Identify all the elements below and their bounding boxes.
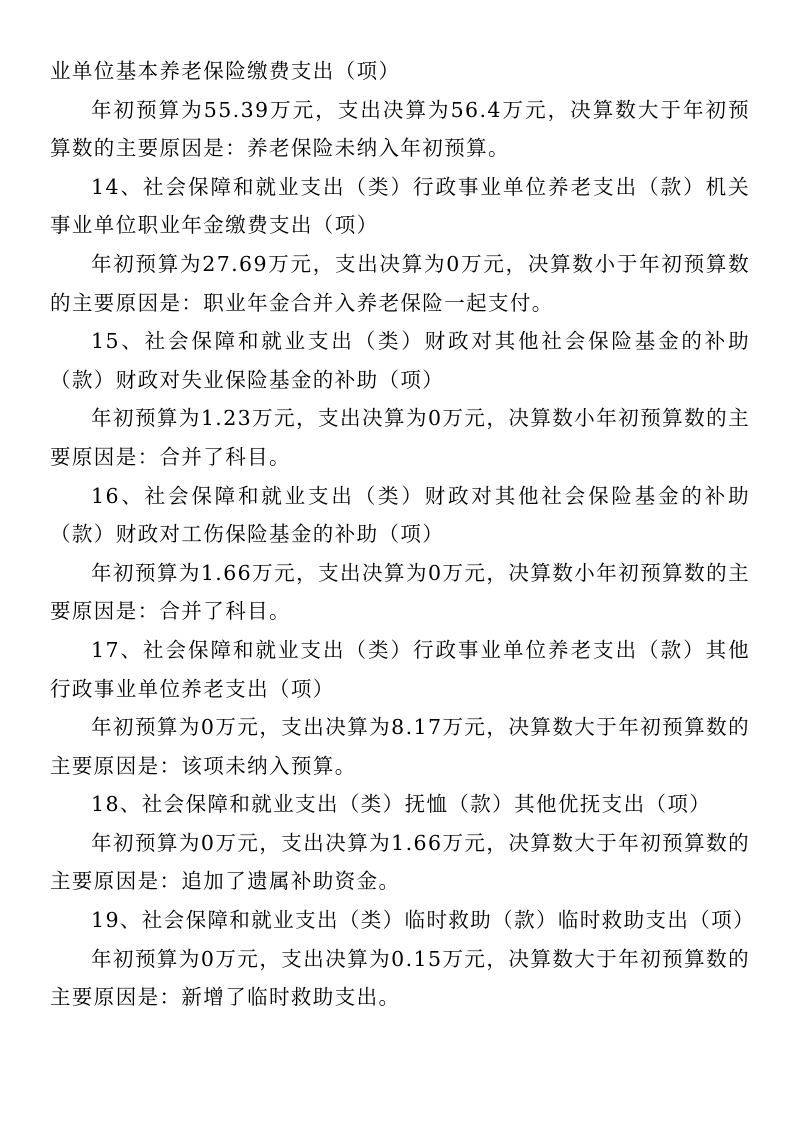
document-page <box>50 52 755 1017</box>
paragraph-item-16-heading: 16、社会保障和就业支出（类）财政对其他社会保险基金的补助（款）财政对工伤保险基金的补助（项） <box>50 483 750 547</box>
paragraph-item-17-explanation: 年初预算为0万元，支出决算为8.17万元，决算数大于年初预算数的主要原因是：该项未纳入预算。 <box>50 715 750 778</box>
paragraph-item-17-heading: 17、社会保障和就业支出（类）行政事业单位养老支出（款）其他行政事业单位养老支出（项） <box>50 637 750 701</box>
paragraph-item-18-heading: 18、社会保障和就业支出（类）抚恤（款）其他优抚支出（项） <box>91 792 712 817</box>
paragraph-item-16-explanation: 年初预算为1.66万元，支出决算为0万元，决算数小年初预算数的主要原因是：合并了科目。 <box>50 560 750 624</box>
paragraph-item-19-explanation: 年初预算为0万元，支出决算为0.15万元，决算数大于年初预算数的主要原因是：新增了临时救助支出。 <box>50 946 750 1010</box>
paragraph-item-13-explanation: 年初预算为55.39万元，支出决算为56.4万元，决算数大于年初预算数的主要原因是：养老保险未纳入年初预算。 <box>50 97 750 161</box>
paragraph-continuation: 业单位基本养老保险缴费支出（项） <box>50 59 401 83</box>
paragraph-item-15-heading: 15、社会保障和就业支出（类）财政对其他社会保险基金的补助（款）财政对失业保险基金的补助（项） <box>50 329 750 392</box>
paragraph-item-15-explanation: 年初预算为1.23万元，支出决算为0万元，决算数小年初预算数的主要原因是：合并了科目。 <box>50 406 750 469</box>
paragraph-item-14-explanation: 年初预算为27.69万元，支出决算为0万元，决算数小于年初预算数的主要原因是：职业年金合并入养老保险一起支付。 <box>50 251 750 315</box>
paragraph-item-14-heading: 14、社会保障和就业支出（类）行政事业单位养老支出（款）机关事业单位职业年金缴费支出（项） <box>50 174 750 238</box>
paragraph-item-18-explanation: 年初预算为0万元，支出决算为1.66万元，决算数大于年初预算数的主要原因是：追加了遗属补助资金。 <box>50 830 750 894</box>
paragraph-item-19-heading: 19、社会保障和就业支出（类）临时救助（款）临时救助支出（项） <box>91 908 755 933</box>
